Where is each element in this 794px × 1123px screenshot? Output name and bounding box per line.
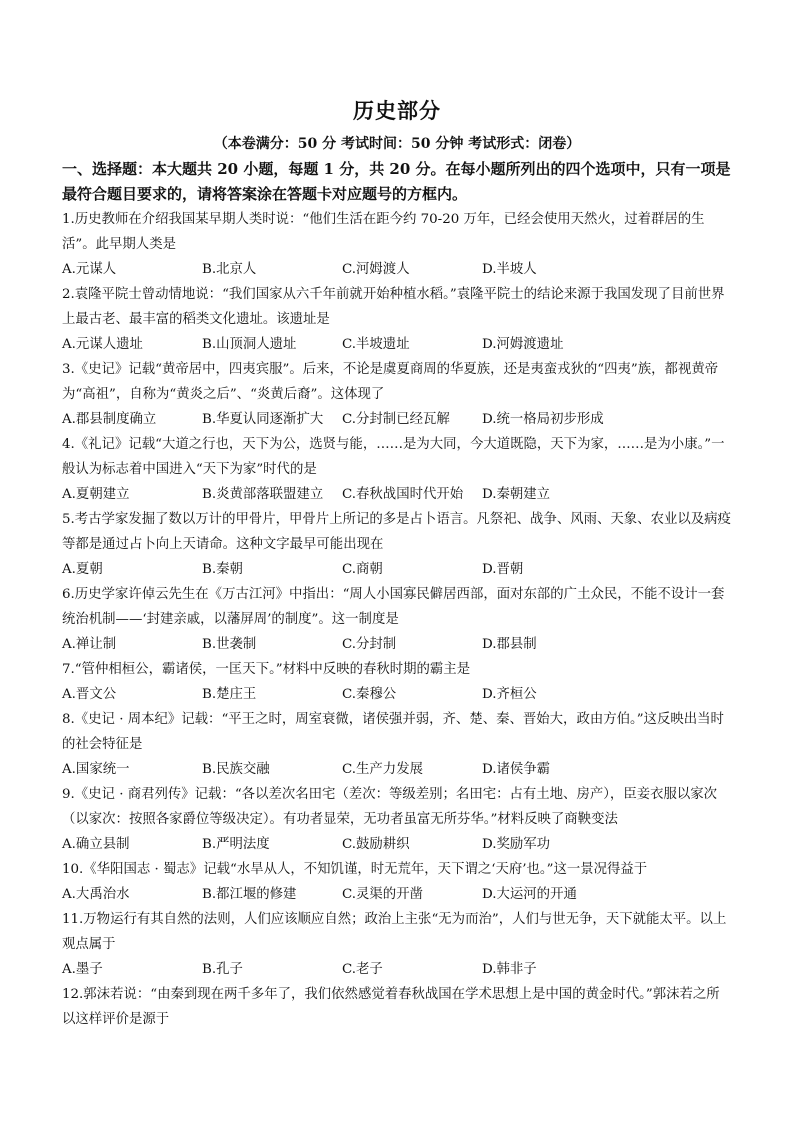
option-a: A.夏朝建立 [62,487,130,502]
option-c: C.商朝 [342,562,383,577]
option-a: A.确立县制 [62,837,130,852]
option-b: B.都江堰的修建 [202,887,297,902]
question-stem: 1.历史教师在介绍我国某早期人类时说：“他们生活在距今约 70-20 万年，已经会使用天然火，过着群居的生活”。此早期人类是 [62,212,705,252]
option-a: A.禅让制 [62,637,117,652]
question-12 [62,982,732,1032]
option-c: C.老子 [342,962,383,977]
option-c: C.春秋战国时代开始 [342,487,464,502]
question-stem: 6.历史学家许倬云先生在《万古江河》中指出：“周人小国寡民僻居西部，面对东部的广土众民，不能不设计一套统治机制——‘封建亲戚，以藩屏周’的制度”。这一制度是 [62,587,725,627]
question-stem: 7.“管仲相桓公，霸诸侯，一匡天下。”材料中反映的春秋时期的霸主是 [62,662,471,677]
option-a: A.郡县制度确立 [62,412,157,427]
option-b: B.山顶洞人遗址 [202,337,297,352]
question-stem: 2.袁隆平院士曾动情地说：“我们国家从六千年前就开始种植水稻。”袁隆平院士的结论来源于我国发现了目前世界上最古老、最丰富的稻类文化遗址。该遗址是 [62,287,725,327]
option-b: B.炎黄部落联盟建立 [202,487,324,502]
option-d: D.韩非子 [482,962,537,977]
option-d: D.秦朝建立 [482,487,551,502]
question-stem: 10.《华阳国志 · 蜀志》记载“水旱从人，不知饥谨，时无荒年，天下谓之‘天府’也。”这一景况得益于 [62,862,648,877]
question-options [62,682,732,707]
question-options [62,557,732,582]
option-c: C.分封制已经瓦解 [342,412,450,427]
question-2 [62,282,732,357]
option-d: D.大运河的开通 [482,887,577,902]
question-options [62,832,732,857]
option-c: C.分封制 [342,637,397,652]
option-d: D.郡县制 [482,637,537,652]
exam-meta: （本卷满分：50 分 考试时间：50 分钟 考试形式：闭卷） [213,136,581,152]
option-d: D.晋朝 [482,562,524,577]
question-list [62,207,732,1032]
option-c: C.河姆渡人 [342,262,410,277]
option-c: C.灵渠的开凿 [342,887,423,902]
question-10 [62,857,732,907]
option-b: B.民族交融 [202,762,270,777]
option-d: D.河姆渡遗址 [482,337,564,352]
question-1 [62,207,732,282]
question-options [62,482,732,507]
question-11 [62,907,732,982]
question-options [62,407,732,432]
question-3 [62,357,732,432]
option-a: A.国家统一 [62,762,130,777]
option-b: B.华夏认同逐渐扩大 [202,412,324,427]
question-options [62,332,732,357]
question-6 [62,582,732,657]
option-a: A.元谋人遗址 [62,337,143,352]
question-stem: 12.郭沫若说：“由秦到现在两千多年了，我们依然感觉着春秋战国在学术思想上是中国的黄金时代。”郭沫若之所以这样评价是源于 [62,987,720,1027]
question-options [62,632,732,657]
option-d: D.齐桓公 [482,687,537,702]
section-heading: 一、选择题：本大题共 20 小题，每题 1 分，共 20 分。在每小题所列出的四个选项中，只有一项是最符合题目要求的，请将答案涂在答题卡对应题号的方框内。 [62,160,731,203]
question-options [62,257,732,282]
option-a: A.元谋人 [62,262,117,277]
option-c: C.半坡遗址 [342,337,410,352]
question-9 [62,782,732,857]
question-4 [62,432,732,507]
question-stem: 9.《史记 · 商君列传》记载：“各以差次名田宅（差次：等级差别；名田宅：占有土地、房产），臣妾衣服以家次（以家次：按照各家爵位等级决定）。有功者显荣，无功者虽富无所芬华。”材料反映了商鞅变法 [62,787,718,827]
option-c: C.秦穆公 [342,687,397,702]
page-title: 历史部分 [353,98,441,123]
question-5 [62,507,732,582]
question-stem: 3.《史记》记载“黄帝居中，四夷宾服”。后来，不论是虞夏商周的华夏族，还是夷蛮戎狄的“四夷”族，都视黄帝为“高祖”，自称为“黄炎之后”、“炎黄后裔”。这体现了 [62,362,719,402]
option-b: B.孔子 [202,962,243,977]
option-b: B.秦朝 [202,562,243,577]
option-d: D.半坡人 [482,262,537,277]
option-d: D.统一格局初步形成 [482,412,604,427]
option-c: C.鼓励耕织 [342,837,410,852]
option-b: B.北京人 [202,262,257,277]
option-a: A.晋文公 [62,687,117,702]
question-stem: 4.《礼记》记载“大道之行也，天下为公，选贤与能，……是为大同，今大道既隐，天下为家，……是为小康。”一般认为标志着中国进入“天下为家”时代的是 [62,437,725,477]
option-c: C.生产力发展 [342,762,423,777]
option-b: B.世袭制 [202,637,257,652]
question-stem: 8.《史记 · 周本纪》记载：“平王之时，周室衰微，诸侯强并弱，齐、楚、秦、晋始大，政由方伯。”这反映出当时的社会特征是 [62,712,724,752]
question-8 [62,707,732,782]
option-a: A.墨子 [62,962,103,977]
option-a: A.夏朝 [62,562,103,577]
exam-page [62,96,732,1032]
option-b: B.严明法度 [202,837,270,852]
question-options [62,957,732,982]
question-options [62,882,732,907]
option-b: B.楚庄王 [202,687,257,702]
option-d: D.奖励军功 [482,837,551,852]
option-a: A.大禹治水 [62,887,130,902]
question-stem: 5.考古学家发掘了数以万计的甲骨片，甲骨片上所记的多是占卜语言。凡祭祀、战争、风雨、天象、农业以及病疫等都是通过占卜向上天请命。这种文字最早可能出现在 [62,512,731,552]
question-options [62,757,732,782]
option-d: D.诸侯争霸 [482,762,551,777]
question-7 [62,657,732,707]
question-stem: 11.万物运行有其自然的法则，人们应该顺应自然；政治上主张“无为而治”，人们与世无争，天下就能太平。以上观点属于 [62,912,727,952]
